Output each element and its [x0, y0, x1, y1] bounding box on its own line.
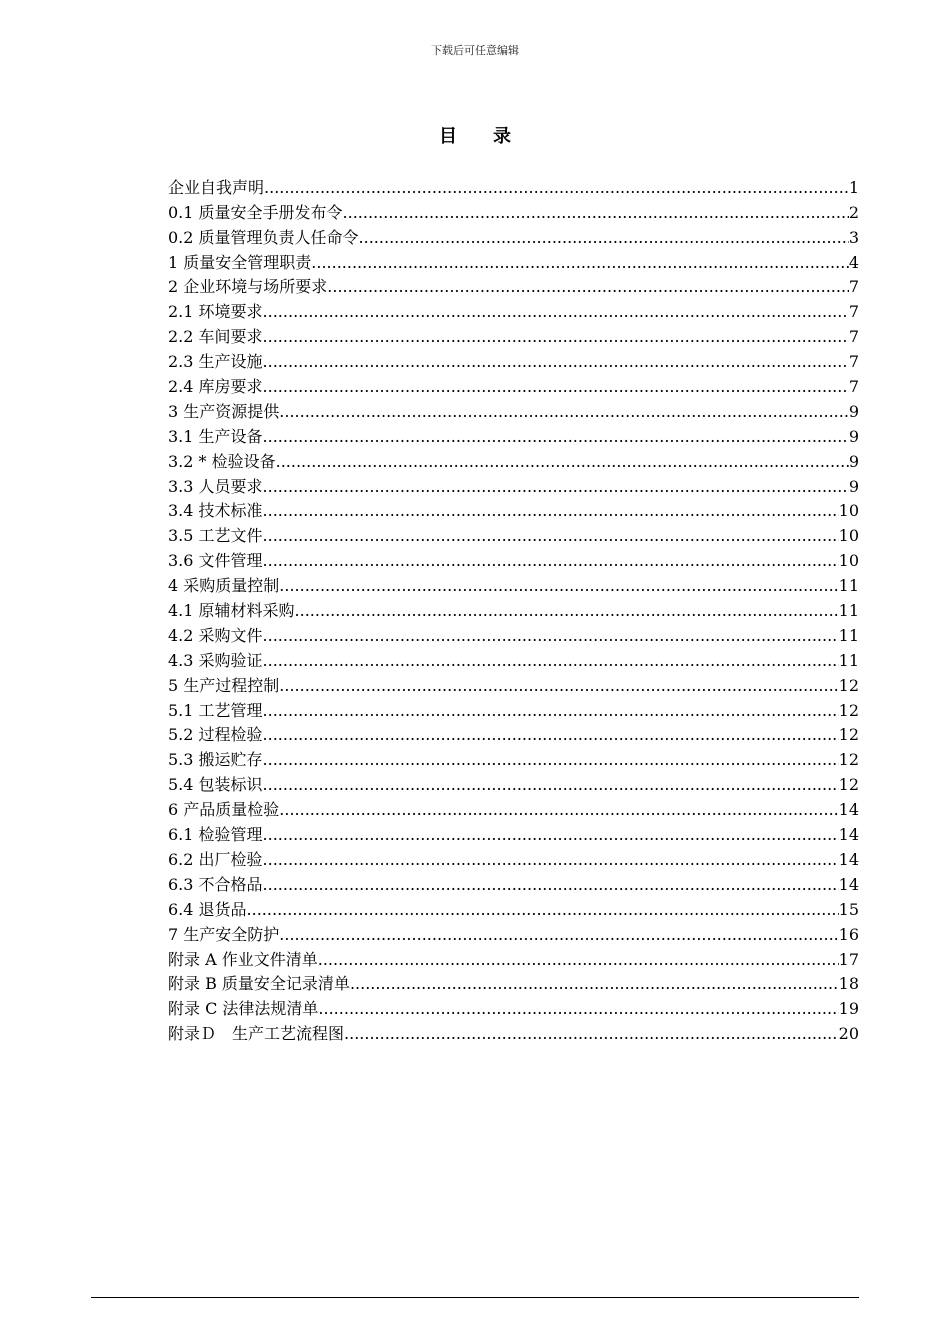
- toc-dot-leader: [263, 476, 849, 498]
- toc-entry-title: 0.2 质量管理负责人任命令: [168, 227, 359, 247]
- toc-dot-leader: [263, 326, 849, 348]
- toc-dot-leader: [263, 774, 839, 796]
- toc-entry-title: 6.2 出厂检验: [168, 849, 263, 869]
- toc-entry[interactable]: [168, 871, 859, 896]
- toc-entry-title: 3.4 技术标准: [168, 501, 263, 521]
- toc-dot-leader: [263, 650, 839, 672]
- toc-entry-title: 7 生产安全防护: [168, 924, 280, 944]
- footer-rule: [91, 1297, 859, 1298]
- toc-page-number: 2: [848, 202, 859, 222]
- toc-entry[interactable]: [168, 995, 859, 1020]
- toc-entry[interactable]: [168, 722, 859, 747]
- toc-entry[interactable]: [168, 348, 859, 373]
- toc-page-number: 14: [838, 825, 859, 845]
- toc-dot-leader: [263, 351, 849, 373]
- toc-entry-title: 3.5 工艺文件: [168, 526, 263, 546]
- toc-entry-title: 3.2 * 检验设备: [168, 451, 276, 471]
- toc-dot-leader: [263, 500, 839, 522]
- toc-entry[interactable]: [168, 199, 859, 224]
- toc-dot-leader: [247, 899, 839, 921]
- toc-page-number: 16: [838, 924, 859, 944]
- toc-dot-leader: [263, 824, 839, 846]
- toc-entry[interactable]: [168, 672, 859, 697]
- toc-entry[interactable]: [168, 1020, 859, 1045]
- toc-entry-title: 企业自我声明: [168, 177, 265, 197]
- toc-dot-leader: [327, 276, 849, 298]
- toc-entry[interactable]: [168, 522, 859, 547]
- toc-entry[interactable]: [168, 796, 859, 821]
- header-note: 下载后可任意编辑: [431, 44, 519, 57]
- toc-list: [168, 174, 859, 1045]
- toc-entry-title: 附录 B 质量安全记录清单: [168, 974, 350, 994]
- toc-entry[interactable]: [168, 821, 859, 846]
- toc-dot-leader: [279, 799, 838, 821]
- toc-dot-leader: [263, 426, 849, 448]
- toc-entry[interactable]: [168, 622, 859, 647]
- toc-entry[interactable]: [168, 224, 859, 249]
- toc-entry-title: 6.1 检验管理: [168, 825, 263, 845]
- toc-page-number: 18: [838, 974, 859, 994]
- toc-page-number: 12: [838, 675, 859, 695]
- toc-page-number: 11: [838, 576, 859, 596]
- toc-entry[interactable]: [168, 547, 859, 572]
- toc-entry[interactable]: [168, 298, 859, 323]
- toc-entry[interactable]: [168, 572, 859, 597]
- toc-entry[interactable]: [168, 174, 859, 199]
- toc-page-number: 14: [838, 874, 859, 894]
- toc-entry[interactable]: [168, 771, 859, 796]
- toc-page-number: 3: [848, 227, 859, 247]
- toc-entry-title: 5.4 包装标识: [168, 775, 263, 795]
- toc-dot-leader: [343, 202, 849, 224]
- toc-entry[interactable]: [168, 498, 859, 523]
- toc-page-number: 9: [848, 476, 859, 496]
- toc-entry[interactable]: [168, 398, 859, 423]
- toc-dot-leader: [276, 451, 849, 473]
- toc-page-number: 12: [838, 700, 859, 720]
- toc-dot-leader: [318, 949, 839, 971]
- toc-page-number: 4: [848, 252, 859, 272]
- toc-entry[interactable]: [168, 746, 859, 771]
- toc-dot-leader: [263, 376, 849, 398]
- toc-entry[interactable]: [168, 946, 859, 971]
- toc-dot-leader: [318, 998, 838, 1020]
- toc-entry-title: 4.2 采购文件: [168, 625, 263, 645]
- toc-entry[interactable]: [168, 373, 859, 398]
- toc-page-number: 12: [838, 750, 859, 770]
- toc-dot-leader: [279, 675, 838, 697]
- toc-page-number: 10: [838, 501, 859, 521]
- toc-dot-leader: [263, 700, 839, 722]
- toc-page-number: 17: [838, 949, 859, 969]
- toc-dot-leader: [359, 227, 849, 249]
- toc-page-number: 7: [848, 327, 859, 347]
- toc-page-number: 9: [848, 401, 859, 421]
- toc-page-number: 10: [838, 551, 859, 571]
- toc-entry-title: 5.1 工艺管理: [168, 700, 263, 720]
- toc-entry-title: 6.4 退货品: [168, 899, 247, 919]
- toc-entry-title: 2.4 库房要求: [168, 377, 263, 397]
- toc-entry[interactable]: [168, 971, 859, 996]
- toc-entry[interactable]: [168, 473, 859, 498]
- toc-entry-title: 1 质量安全管理职责: [168, 252, 312, 272]
- toc-entry-title: 2.1 环境要求: [168, 302, 263, 322]
- toc-entry-title: 0.1 质量安全手册发布令: [168, 202, 343, 222]
- toc-dot-leader: [295, 600, 839, 622]
- toc-page-number: 14: [838, 800, 859, 820]
- toc-page-number: 1: [848, 177, 859, 197]
- toc-dot-leader: [311, 252, 849, 274]
- toc-entry-title: 4.3 采购验证: [168, 650, 263, 670]
- toc-page-number: 15: [838, 899, 859, 919]
- toc-entry[interactable]: [168, 423, 859, 448]
- toc-entry-title: 附录 C 法律法规清单: [168, 999, 319, 1019]
- toc-page-number: 7: [848, 302, 859, 322]
- toc-entry-title: 4 采购质量控制: [168, 576, 280, 596]
- toc-page-number: 20: [838, 1024, 859, 1044]
- toc-page-number: 10: [838, 526, 859, 546]
- toc-page-number: 12: [838, 775, 859, 795]
- toc-dot-leader: [263, 874, 839, 896]
- toc-dot-leader: [344, 1023, 839, 1045]
- toc-page-number: 19: [838, 999, 859, 1019]
- toc-dot-leader: [263, 724, 839, 746]
- toc-dot-leader: [350, 973, 839, 995]
- toc-page-number: 11: [838, 650, 859, 670]
- toc-entry-title: 3.6 文件管理: [168, 551, 263, 571]
- toc-dot-leader: [279, 575, 838, 597]
- toc-entry[interactable]: [168, 323, 859, 348]
- toc-dot-leader: [263, 849, 839, 871]
- toc-entry-title: 2 企业环境与场所要求: [168, 277, 328, 297]
- toc-dot-leader: [263, 301, 849, 323]
- toc-entry-title: 2.3 生产设施: [168, 352, 263, 372]
- toc-page-number: 9: [848, 451, 859, 471]
- toc-dot-leader: [263, 749, 839, 771]
- toc-entry-title: 5.3 搬运贮存: [168, 750, 263, 770]
- toc-dot-leader: [279, 401, 849, 423]
- toc-page-number: 7: [848, 377, 859, 397]
- toc-entry-title: 3.3 人员要求: [168, 476, 263, 496]
- toc-entry-title: 6.3 不合格品: [168, 874, 263, 894]
- toc-entry-title: 5.2 过程检验: [168, 725, 263, 745]
- toc-entry[interactable]: [168, 647, 859, 672]
- toc-entry-title: 附录Ｄ 生产工艺流程图: [168, 1024, 345, 1044]
- toc-title: 目录: [439, 126, 547, 147]
- toc-dot-leader: [263, 550, 839, 572]
- toc-entry[interactable]: [168, 921, 859, 946]
- toc-entry[interactable]: [168, 274, 859, 299]
- toc-entry-title: 3.1 生产设备: [168, 426, 263, 446]
- toc-page-number: 12: [838, 725, 859, 745]
- toc-entry[interactable]: [168, 697, 859, 722]
- toc-dot-leader: [279, 924, 838, 946]
- toc-entry[interactable]: [168, 249, 859, 274]
- toc-page-number: 7: [848, 277, 859, 297]
- toc-page-number: 14: [838, 849, 859, 869]
- toc-entry[interactable]: [168, 448, 859, 473]
- toc-entry-title: 5 生产过程控制: [168, 675, 280, 695]
- toc-entry[interactable]: [168, 896, 859, 921]
- toc-entry[interactable]: [168, 597, 859, 622]
- toc-entry-title: 3 生产资源提供: [168, 401, 280, 421]
- toc-page-number: 11: [838, 625, 859, 645]
- toc-page-number: 9: [848, 426, 859, 446]
- toc-dot-leader: [263, 525, 839, 547]
- toc-page-number: 11: [838, 601, 859, 621]
- toc-dot-leader: [263, 625, 839, 647]
- toc-page-number: 7: [848, 352, 859, 372]
- toc-dot-leader: [264, 177, 849, 199]
- toc-entry-title: 附录 A 作业文件清单: [168, 949, 318, 969]
- toc-entry-title: 6 产品质量检验: [168, 800, 280, 820]
- toc-entry-title: 2.2 车间要求: [168, 327, 263, 347]
- toc-entry-title: 4.1 原辅材料采购: [168, 601, 295, 621]
- toc-entry[interactable]: [168, 846, 859, 871]
